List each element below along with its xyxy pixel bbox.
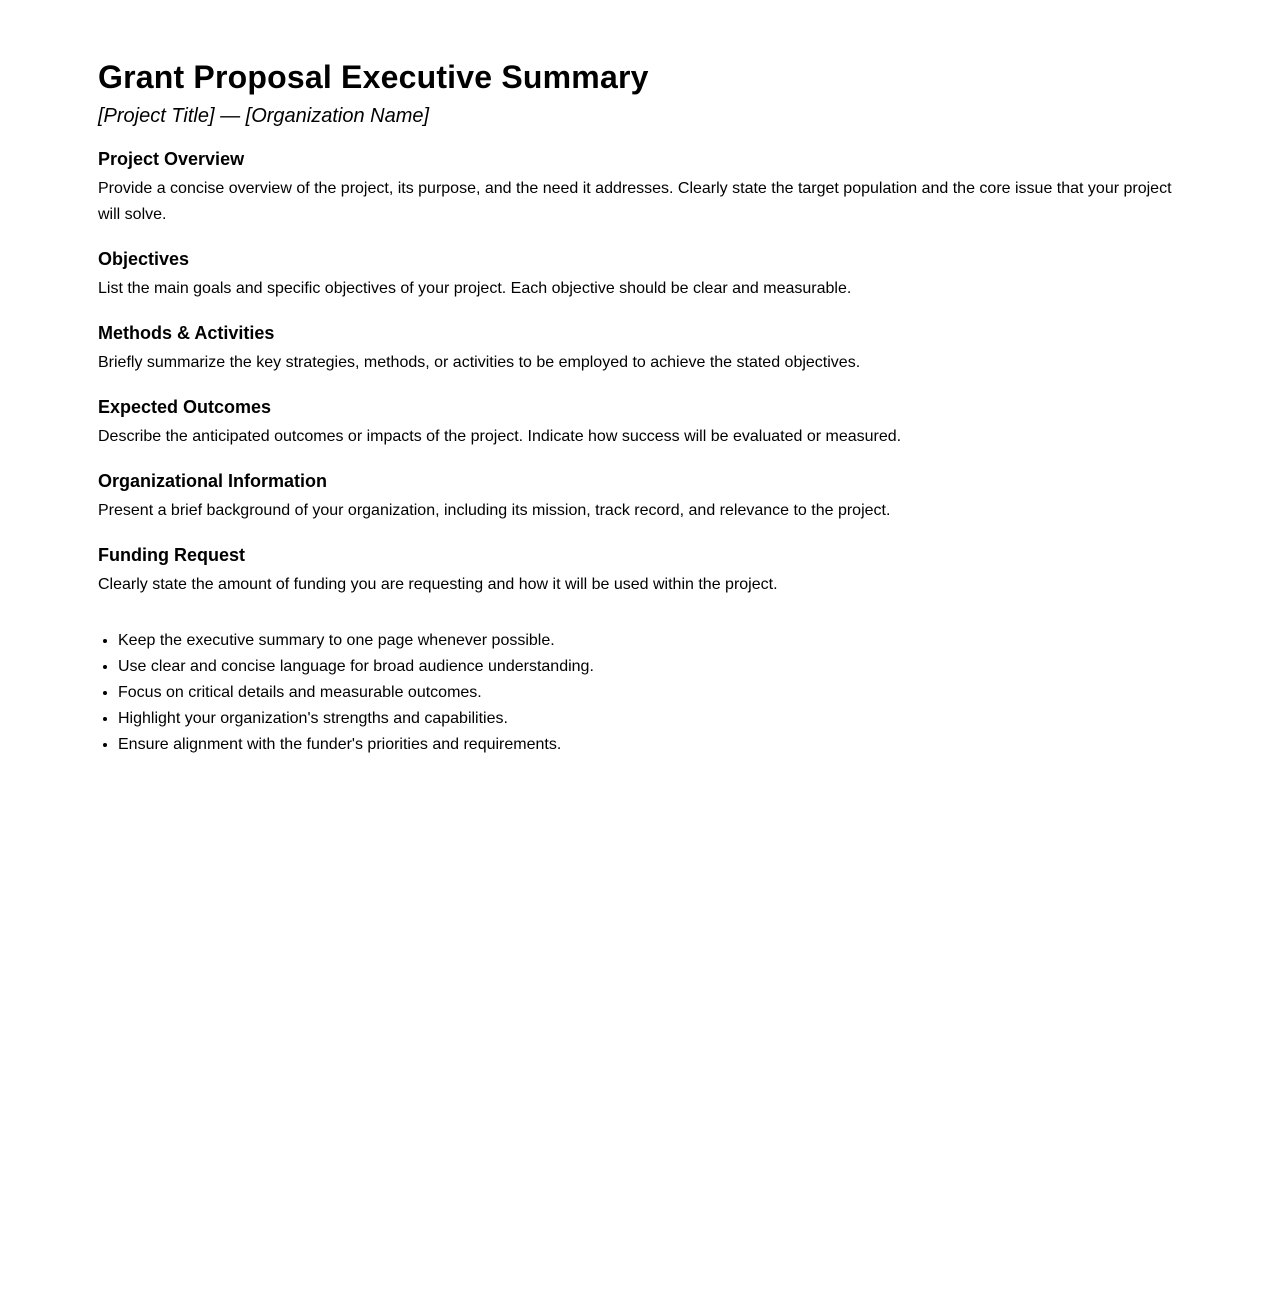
section-project-overview [98, 148, 1180, 228]
section-organizational-information [98, 470, 1180, 524]
section-funding-request [98, 544, 1180, 598]
list-item: • Keep the executive summary to one page whenever possible. [118, 628, 1180, 654]
section-heading: Organizational Information [98, 471, 328, 491]
section-body: Briefly summarize the key strategies, methods, or activities to be employed to achieve the stated objectives. [98, 354, 861, 371]
list-item: • Focus on critical details and measurable outcomes. [118, 680, 1180, 706]
list-item: • Ensure alignment with the funder's priorities and requirements. [118, 732, 1180, 758]
section-body: List the main goals and specific objectives of your project. Each objective should be clear and measurable. [98, 280, 852, 297]
tips-list [98, 628, 1180, 758]
section-body: Provide a concise overview of the project, its purpose, and the need it addresses. Clearly state the target population and the core issue that your project will solve. [98, 180, 1172, 223]
section-heading: Methods & Activities [98, 323, 275, 343]
page-title: Grant Proposal Executive Summary [98, 59, 649, 95]
list-item: • Use clear and concise language for broad audience understanding. [118, 654, 1180, 680]
section-expected-outcomes [98, 396, 1180, 450]
section-heading: Expected Outcomes [98, 397, 272, 417]
section-objectives [98, 248, 1180, 302]
list-item: • Highlight your organization's strengths and capabilities. [118, 706, 1180, 732]
page-subtitle: [Project Title] — [Organization Name] [98, 105, 430, 127]
section-heading: Project Overview [98, 149, 245, 169]
section-body: Clearly state the amount of funding you are requesting and how it will be used within the project. [98, 576, 778, 593]
section-heading: Funding Request [98, 545, 245, 565]
section-body: Present a brief background of your organization, including its mission, track record, and relevance to the project. [98, 502, 891, 519]
section-body: Describe the anticipated outcomes or impacts of the project. Indicate how success will be evaluated or measured. [98, 428, 902, 445]
section-methods-activities [98, 322, 1180, 376]
section-heading: Objectives [98, 249, 190, 269]
